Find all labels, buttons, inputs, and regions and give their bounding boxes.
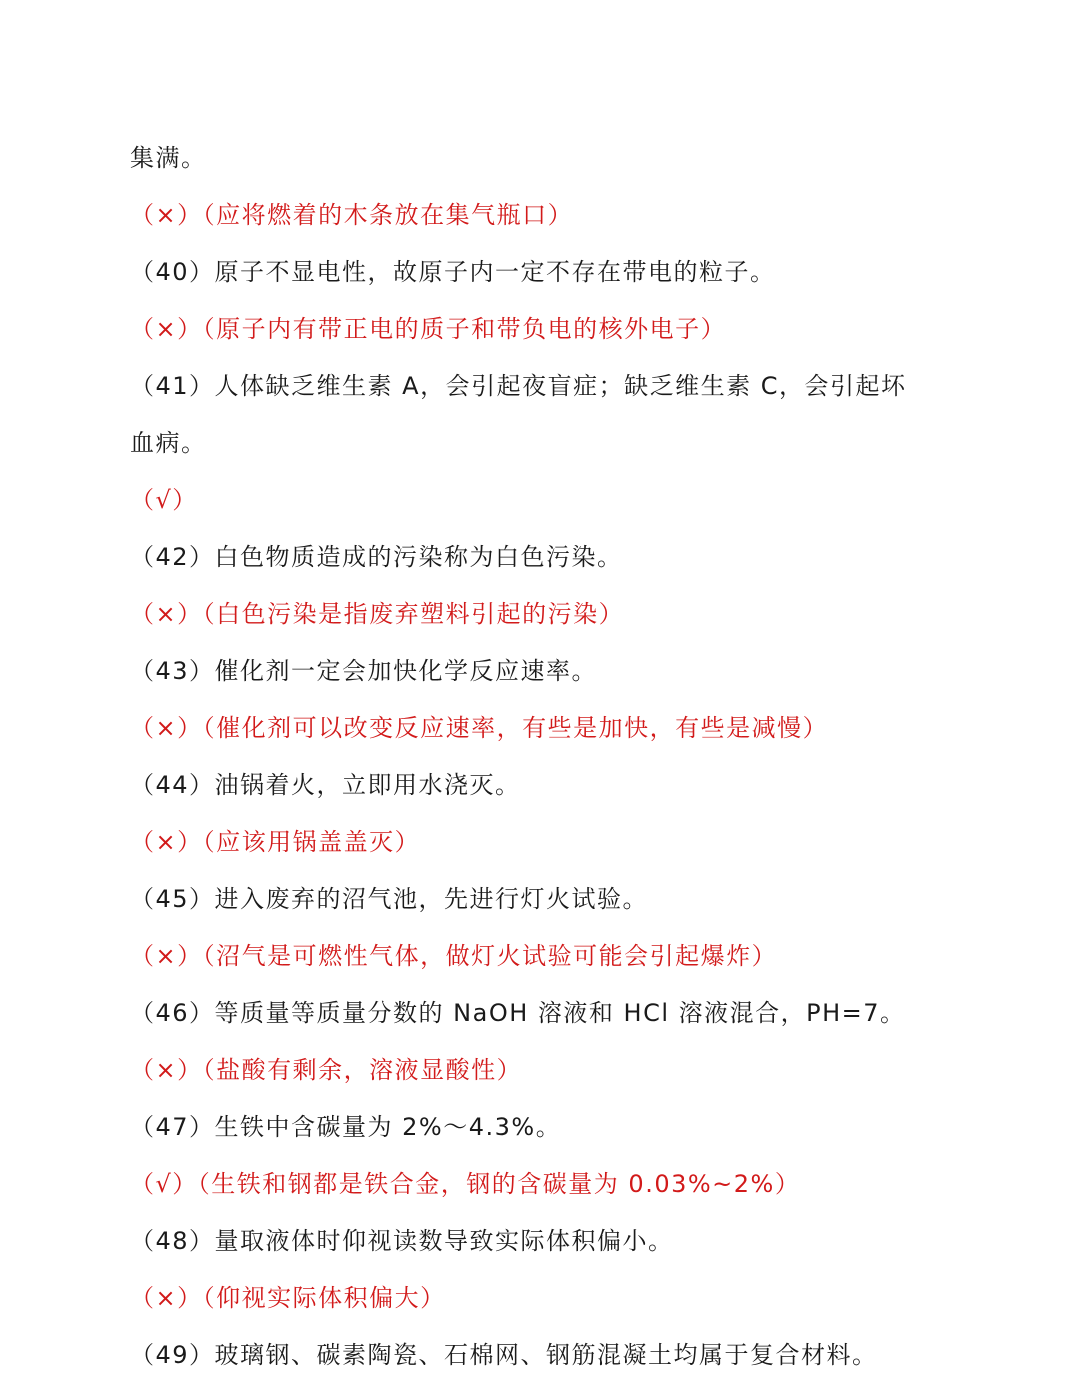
- text-line-continuation: 集满。: [130, 144, 207, 172]
- answer-line-42: （×）（白色污染是指废弃塑料引起的污染）: [130, 600, 625, 628]
- answer-line-47: （√）（生铁和钢都是铁合金，钢的含碳量为 0.03%~2%）: [130, 1170, 801, 1198]
- answer-line: （×）（应将燃着的木条放在集气瓶口）: [130, 201, 574, 229]
- question-line-49: （49）玻璃钢、碳素陶瓷、石棉网、钢筋混凝土均属于复合材料。: [130, 1341, 878, 1369]
- question-line-46: （46）等质量等质量分数的 NaOH 溶液和 HCl 溶液混合，PH=7。: [130, 999, 906, 1027]
- question-line-45: （45）进入废弃的沼气池，先进行灯火试验。: [130, 885, 649, 913]
- question-line-41: （41）人体缺乏维生素 A，会引起夜盲症；缺乏维生素 C，会引起坏: [130, 372, 907, 400]
- answer-line-45: （×）（沼气是可燃性气体，做灯火试验可能会引起爆炸）: [130, 942, 778, 970]
- question-line-48: （48）量取液体时仰视读数导致实际体积偏小。: [130, 1227, 674, 1255]
- question-line-41-continuation: 血病。: [130, 429, 207, 457]
- answer-line-44: （×）（应该用锅盖盖灭）: [130, 828, 421, 856]
- question-line-40: （40）原子不显电性，故原子内一定不存在带电的粒子。: [130, 258, 776, 286]
- answer-line-40: （×）（原子内有带正电的质子和带负电的核外电子）: [130, 315, 727, 343]
- answer-line-43: （×）（催化剂可以改变反应速率，有些是加快，有些是减慢）: [130, 714, 829, 742]
- answer-line-41: （√）: [130, 486, 198, 514]
- answer-line-48: （×）（仰视实际体积偏大）: [130, 1284, 446, 1312]
- question-line-42: （42）白色物质造成的污染称为白色污染。: [130, 543, 623, 571]
- answer-line-46: （×）（盐酸有剩余，溶液显酸性）: [130, 1056, 523, 1084]
- question-line-43: （43）催化剂一定会加快化学反应速率。: [130, 657, 598, 685]
- question-line-44: （44）油锅着火，立即用水浇灭。: [130, 771, 521, 799]
- question-line-47: （47）生铁中含碳量为 2%～4.3%。: [130, 1113, 562, 1141]
